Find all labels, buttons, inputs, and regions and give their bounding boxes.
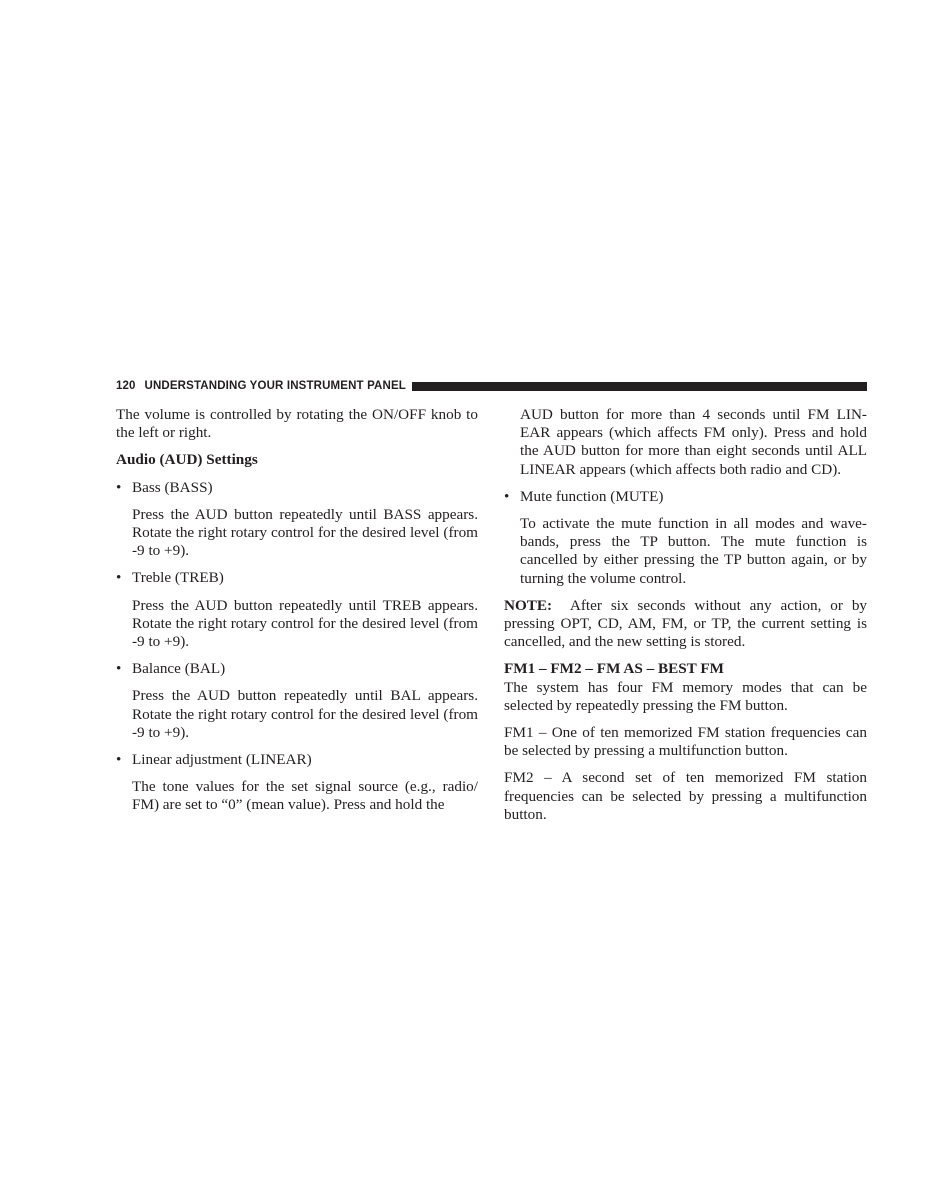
balance-paragraph: Press the AUD button repeatedly until BAL appears. Rotate the right rotary control for the desired level (from -9 to +9). xyxy=(132,687,478,741)
bullet-icon: • xyxy=(504,487,510,505)
section-title: UNDERSTANDING YOUR INSTRUMENT PANEL xyxy=(144,380,406,392)
fm1-paragraph: FM1 – One of ten memorized FM station frequencies can be selected by pressing a multifunction button. xyxy=(504,724,867,760)
bullet-icon: • xyxy=(116,660,122,678)
balance-bullet xyxy=(116,660,478,678)
treble-bullet xyxy=(116,569,478,587)
treble-paragraph: Press the AUD button repeatedly until TREB appears. Rotate the right rotary control for the desired level (from -9 to +9). xyxy=(132,596,478,651)
page-header xyxy=(116,379,867,393)
bullet-icon: • xyxy=(116,569,122,587)
mute-label: Mute function (MUTE) xyxy=(520,487,664,505)
bass-label: Bass (BASS) xyxy=(132,478,213,496)
linear-bullet xyxy=(116,751,478,769)
note-paragraph xyxy=(504,597,867,652)
bullet-icon: • xyxy=(116,751,122,769)
mute-paragraph: To activate the mute function in all modes and wave- bands, press the TP button. The mute function is cancelled by either pressing the TP button again, or by turning the volume control. xyxy=(520,515,867,587)
page-number: 120 xyxy=(116,380,136,392)
bullet-icon: • xyxy=(116,478,122,496)
right-column xyxy=(504,406,867,833)
volume-intro-paragraph: The volume is controlled by rotating the ON/OFF knob to the left or right. xyxy=(116,406,478,442)
fm-intro-paragraph: The system has four FM memory modes that can be selected by repeatedly pressing the FM button. xyxy=(504,678,867,714)
balance-label: Balance (BAL) xyxy=(132,660,226,678)
mute-bullet xyxy=(504,488,867,506)
fm-modes-heading: FM1 – FM2 – FM AS – BEST FM xyxy=(504,660,724,678)
linear-paragraph: The tone values for the set signal source (e.g., radio/ FM) are set to “0” (mean value). Press and hold the xyxy=(132,778,478,814)
left-column xyxy=(116,406,478,824)
treble-label: Treble (TREB) xyxy=(132,569,224,587)
linear-continued-paragraph: AUD button for more than 4 seconds until FM LIN- EAR appears (which affects FM only). Press and hold the AUD button for more than eight seconds until ALL LINEAR appears (which affects both radio and CD). xyxy=(520,406,867,478)
audio-settings-heading: Audio (AUD) Settings xyxy=(116,451,258,469)
note-text: After six seconds without any action, or by pressing OPT, CD, AM, FM, or TP, the current setting is cancelled, and the new setting is stored. xyxy=(504,596,868,651)
bass-paragraph: Press the AUD button repeatedly until BASS appears. Rotate the right rotary control for the desired level (from -9 to +9). xyxy=(132,505,478,560)
fm2-paragraph: FM2 – A second set of ten memorized FM station frequencies can be selected by pressing a multifunction button. xyxy=(504,769,867,823)
bass-bullet xyxy=(116,479,478,497)
header-rule xyxy=(412,382,867,391)
note-label: NOTE: xyxy=(504,596,553,614)
linear-label: Linear adjustment (LINEAR) xyxy=(132,751,312,769)
